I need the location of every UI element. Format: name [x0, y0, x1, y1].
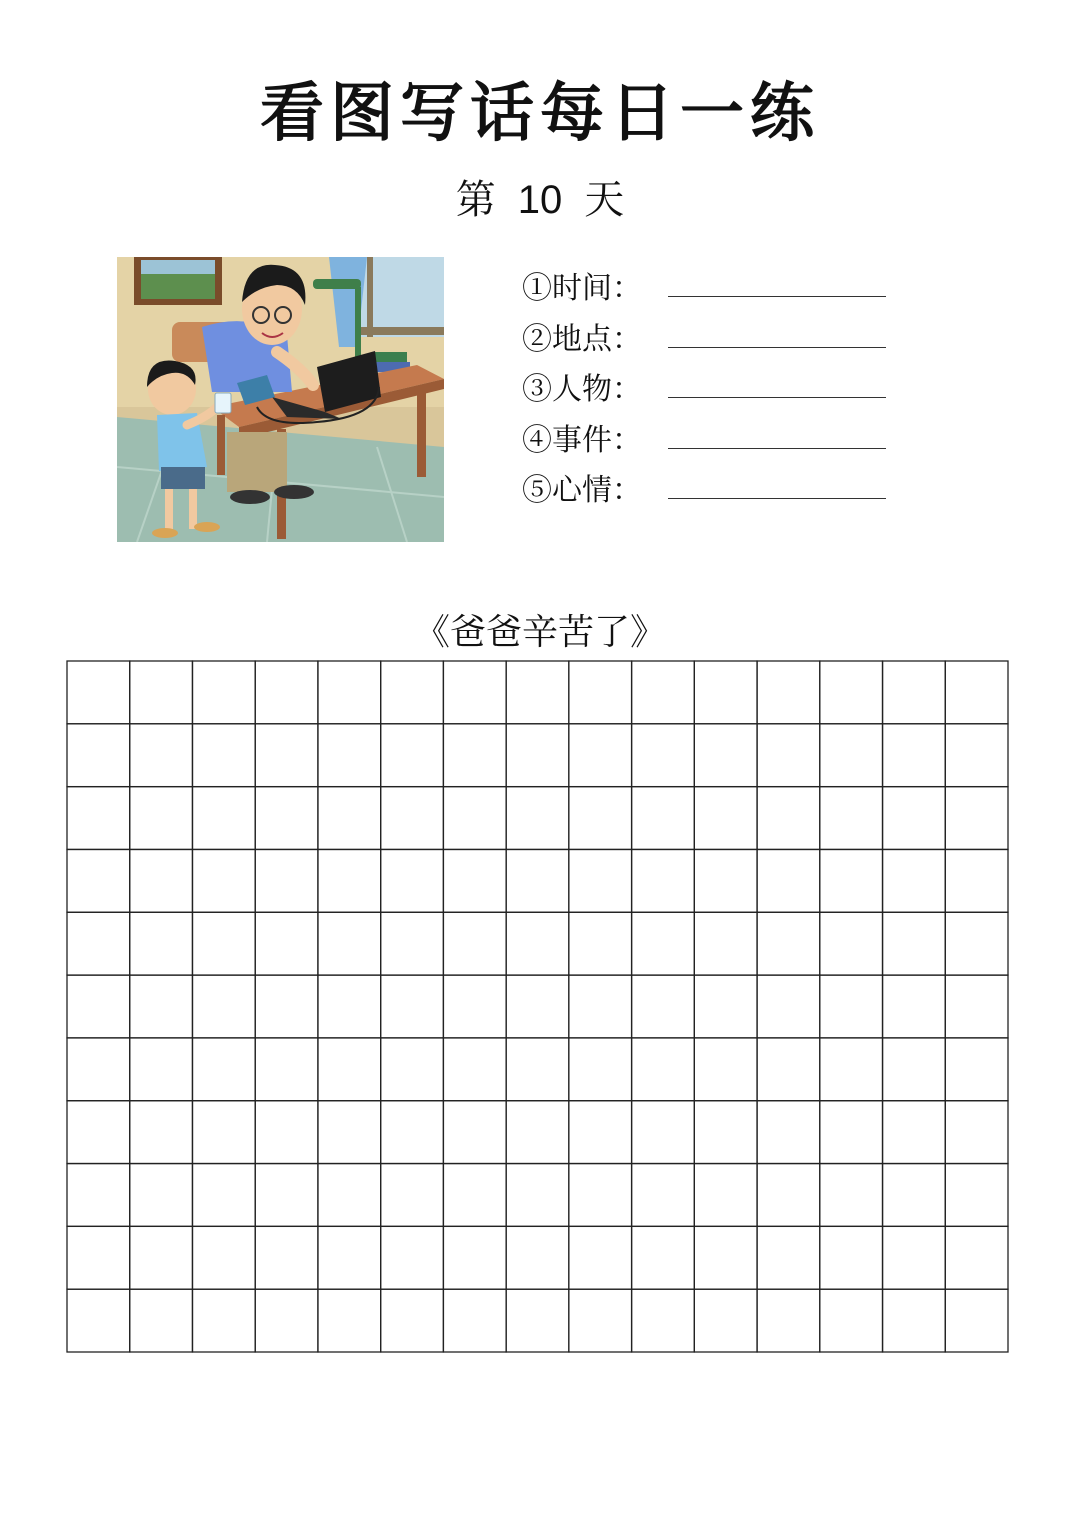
grid-cell[interactable] — [757, 1226, 820, 1289]
grid-cell[interactable] — [757, 1164, 820, 1227]
grid-cell[interactable] — [506, 912, 569, 975]
grid-cell[interactable] — [130, 1038, 193, 1101]
grid-cell[interactable] — [820, 975, 883, 1038]
day-prefix: 第 — [455, 177, 496, 223]
grid-cell[interactable] — [569, 1038, 632, 1101]
day-suffix: 天 — [584, 177, 625, 223]
grid-cell[interactable] — [255, 975, 318, 1038]
grid-cell[interactable] — [883, 1101, 946, 1164]
prompt-mood — [522, 462, 902, 513]
grid-cell[interactable] — [694, 1226, 757, 1289]
grid-cell[interactable] — [945, 1164, 1008, 1227]
grid-cell[interactable] — [381, 849, 444, 912]
writing-grid[interactable] — [66, 660, 1009, 1353]
grid-cell[interactable] — [694, 787, 757, 850]
grid-cell[interactable] — [192, 975, 255, 1038]
grid-cell[interactable] — [883, 975, 946, 1038]
grid-cell[interactable] — [318, 1101, 381, 1164]
prompt-label: ③人物： — [522, 372, 642, 408]
grid-cell[interactable] — [130, 849, 193, 912]
grid-cell[interactable] — [506, 1038, 569, 1101]
prompt-label: ①时间： — [522, 271, 642, 307]
grid-cell[interactable] — [192, 724, 255, 787]
grid-cell[interactable] — [255, 787, 318, 850]
grid-cell[interactable] — [130, 912, 193, 975]
grid-cell[interactable] — [694, 849, 757, 912]
grid-cell[interactable] — [820, 787, 883, 850]
answer-line-mood[interactable] — [668, 498, 886, 499]
day-label — [0, 168, 1080, 225]
grid-cell[interactable] — [506, 661, 569, 724]
grid-cell[interactable] — [883, 1289, 946, 1352]
grid-cell[interactable] — [632, 849, 695, 912]
grid-cell[interactable] — [945, 661, 1008, 724]
grid-cell[interactable] — [381, 912, 444, 975]
grid-cell[interactable] — [883, 912, 946, 975]
prompt-event — [522, 412, 902, 463]
grid-cell[interactable] — [130, 787, 193, 850]
grid-cell[interactable] — [67, 912, 130, 975]
grid-cell[interactable] — [443, 849, 506, 912]
grid-cell[interactable] — [820, 1101, 883, 1164]
grid-cell[interactable] — [757, 724, 820, 787]
grid-cell[interactable] — [569, 1289, 632, 1352]
grid-cell[interactable] — [67, 1226, 130, 1289]
grid-cell[interactable] — [443, 1164, 506, 1227]
grid-cell[interactable] — [569, 1226, 632, 1289]
grid-cell[interactable] — [883, 1164, 946, 1227]
grid-cell[interactable] — [820, 1038, 883, 1101]
grid-cell[interactable] — [506, 787, 569, 850]
grid-cell[interactable] — [632, 1164, 695, 1227]
prompt-list — [522, 260, 902, 513]
grid-cell[interactable] — [318, 724, 381, 787]
scene-illustration — [117, 257, 444, 542]
grid-cell[interactable] — [381, 1164, 444, 1227]
grid-cell[interactable] — [130, 1164, 193, 1227]
grid-cell[interactable] — [883, 1226, 946, 1289]
grid-cell[interactable] — [381, 724, 444, 787]
grid-cell[interactable] — [632, 912, 695, 975]
grid-cell[interactable] — [318, 1226, 381, 1289]
grid-cell[interactable] — [318, 975, 381, 1038]
grid-cell[interactable] — [381, 787, 444, 850]
grid-cell[interactable] — [192, 1164, 255, 1227]
grid-cell[interactable] — [192, 1101, 255, 1164]
grid-cell[interactable] — [130, 1289, 193, 1352]
essay-title: 《爸爸辛苦了》 — [413, 612, 666, 653]
grid-cell[interactable] — [569, 912, 632, 975]
grid-cell[interactable] — [318, 787, 381, 850]
prompt-label: ②地点： — [522, 321, 642, 357]
grid-cell[interactable] — [694, 724, 757, 787]
grid-cell[interactable] — [632, 975, 695, 1038]
grid-cell[interactable] — [883, 724, 946, 787]
grid-cell[interactable] — [255, 912, 318, 975]
grid-cell[interactable] — [945, 1289, 1008, 1352]
grid-cell[interactable] — [381, 1226, 444, 1289]
grid-cell[interactable] — [67, 1164, 130, 1227]
answer-line-characters[interactable] — [668, 397, 886, 398]
grid-cell[interactable] — [757, 1101, 820, 1164]
grid-cell[interactable] — [192, 1038, 255, 1101]
day-number: 10 — [517, 178, 563, 222]
grid-cell[interactable] — [569, 1164, 632, 1227]
grid-cell[interactable] — [192, 787, 255, 850]
grid-cell[interactable] — [506, 1101, 569, 1164]
grid-cell[interactable] — [820, 1164, 883, 1227]
grid-cell[interactable] — [694, 975, 757, 1038]
grid-cell[interactable] — [757, 849, 820, 912]
grid-cell[interactable] — [694, 661, 757, 724]
grid-cell[interactable] — [694, 1101, 757, 1164]
prompt-label: ④事件： — [522, 422, 642, 458]
answer-line-event[interactable] — [668, 448, 886, 449]
grid-cell[interactable] — [632, 661, 695, 724]
grid-cell[interactable] — [694, 1038, 757, 1101]
grid-cell[interactable] — [443, 1038, 506, 1101]
grid-cell[interactable] — [255, 1101, 318, 1164]
grid-cell[interactable] — [506, 1289, 569, 1352]
grid-cell[interactable] — [130, 975, 193, 1038]
grid-cell[interactable] — [820, 849, 883, 912]
grid-cell[interactable] — [67, 849, 130, 912]
grid-cell[interactable] — [506, 849, 569, 912]
grid-cell[interactable] — [883, 849, 946, 912]
grid-cell[interactable] — [945, 1101, 1008, 1164]
grid-cell[interactable] — [506, 975, 569, 1038]
grid-cell[interactable] — [883, 661, 946, 724]
grid-cell[interactable] — [130, 1101, 193, 1164]
grid-cell[interactable] — [506, 724, 569, 787]
grid-cell[interactable] — [381, 1101, 444, 1164]
grid-cell[interactable] — [632, 724, 695, 787]
prompt-characters — [522, 361, 902, 412]
grid-cell[interactable] — [255, 1226, 318, 1289]
grid-cell[interactable] — [632, 1101, 695, 1164]
grid-cell[interactable] — [632, 787, 695, 850]
grid-cell[interactable] — [694, 912, 757, 975]
answer-line-time[interactable] — [668, 296, 886, 297]
grid-cell[interactable] — [757, 787, 820, 850]
grid-cell[interactable] — [757, 1038, 820, 1101]
grid-cell[interactable] — [255, 724, 318, 787]
grid-cell[interactable] — [757, 661, 820, 724]
grid-cell[interactable] — [192, 1226, 255, 1289]
grid-cell[interactable] — [318, 661, 381, 724]
grid-cell[interactable] — [443, 912, 506, 975]
grid-cell[interactable] — [381, 975, 444, 1038]
grid-cell[interactable] — [569, 1101, 632, 1164]
grid-cell[interactable] — [757, 975, 820, 1038]
grid-cell[interactable] — [945, 1226, 1008, 1289]
grid-cell[interactable] — [67, 787, 130, 850]
grid-cell[interactable] — [67, 1289, 130, 1352]
grid-cell[interactable] — [945, 849, 1008, 912]
grid-cell[interactable] — [569, 724, 632, 787]
prompt-label: ⑤心情： — [522, 473, 642, 509]
grid-cell[interactable] — [569, 849, 632, 912]
grid-cell[interactable] — [255, 1038, 318, 1101]
grid-cell[interactable] — [757, 1289, 820, 1352]
grid-cell[interactable] — [318, 912, 381, 975]
grid-cell[interactable] — [318, 1164, 381, 1227]
grid-cell[interactable] — [820, 1289, 883, 1352]
grid-cell[interactable] — [318, 1038, 381, 1101]
grid-cell[interactable] — [318, 1289, 381, 1352]
grid-cell[interactable] — [443, 975, 506, 1038]
grid-cell[interactable] — [632, 1038, 695, 1101]
grid-cell[interactable] — [192, 1289, 255, 1352]
grid-cell[interactable] — [945, 724, 1008, 787]
grid-cell[interactable] — [192, 661, 255, 724]
grid-cell[interactable] — [67, 1101, 130, 1164]
grid-cell[interactable] — [67, 1038, 130, 1101]
grid-cell[interactable] — [67, 724, 130, 787]
prompt-time — [522, 260, 902, 311]
grid-cell[interactable] — [130, 724, 193, 787]
grid-cell[interactable] — [318, 849, 381, 912]
grid-cell[interactable] — [694, 1164, 757, 1227]
answer-line-place[interactable] — [668, 347, 886, 348]
grid-cell[interactable] — [443, 1289, 506, 1352]
grid-cell[interactable] — [506, 1226, 569, 1289]
grid-cell[interactable] — [883, 787, 946, 850]
grid-cell[interactable] — [820, 661, 883, 724]
grid-cell[interactable] — [506, 1164, 569, 1227]
grid-cell[interactable] — [757, 912, 820, 975]
grid-cell[interactable] — [381, 1289, 444, 1352]
grid-cell[interactable] — [820, 1226, 883, 1289]
grid-cell[interactable] — [820, 724, 883, 787]
grid-cell[interactable] — [443, 661, 506, 724]
grid-cell[interactable] — [945, 1038, 1008, 1101]
grid-cell[interactable] — [443, 1226, 506, 1289]
grid-cell[interactable] — [569, 975, 632, 1038]
grid-cell[interactable] — [443, 1101, 506, 1164]
page-title: 看图写话每日一练 — [260, 76, 820, 151]
grid-cell[interactable] — [694, 1289, 757, 1352]
grid-cell[interactable] — [945, 787, 1008, 850]
grid-cell[interactable] — [192, 912, 255, 975]
grid-cell[interactable] — [945, 912, 1008, 975]
grid-cell[interactable] — [569, 787, 632, 850]
grid-cell[interactable] — [443, 787, 506, 850]
grid-cell[interactable] — [381, 661, 444, 724]
grid-cell[interactable] — [381, 1038, 444, 1101]
grid-cell[interactable] — [130, 1226, 193, 1289]
grid-cell[interactable] — [255, 1289, 318, 1352]
grid-cell[interactable] — [255, 661, 318, 724]
grid-cell[interactable] — [569, 661, 632, 724]
prompt-place — [522, 311, 902, 362]
grid-cell[interactable] — [255, 849, 318, 912]
grid-cell[interactable] — [192, 849, 255, 912]
grid-cell[interactable] — [67, 975, 130, 1038]
grid-cell[interactable] — [130, 661, 193, 724]
grid-cell[interactable] — [945, 975, 1008, 1038]
grid-cell[interactable] — [632, 1226, 695, 1289]
grid-cell[interactable] — [632, 1289, 695, 1352]
grid-cell[interactable] — [443, 724, 506, 787]
grid-cell[interactable] — [883, 1038, 946, 1101]
grid-cell[interactable] — [255, 1164, 318, 1227]
grid-cell[interactable] — [820, 912, 883, 975]
grid-cell[interactable] — [67, 661, 130, 724]
